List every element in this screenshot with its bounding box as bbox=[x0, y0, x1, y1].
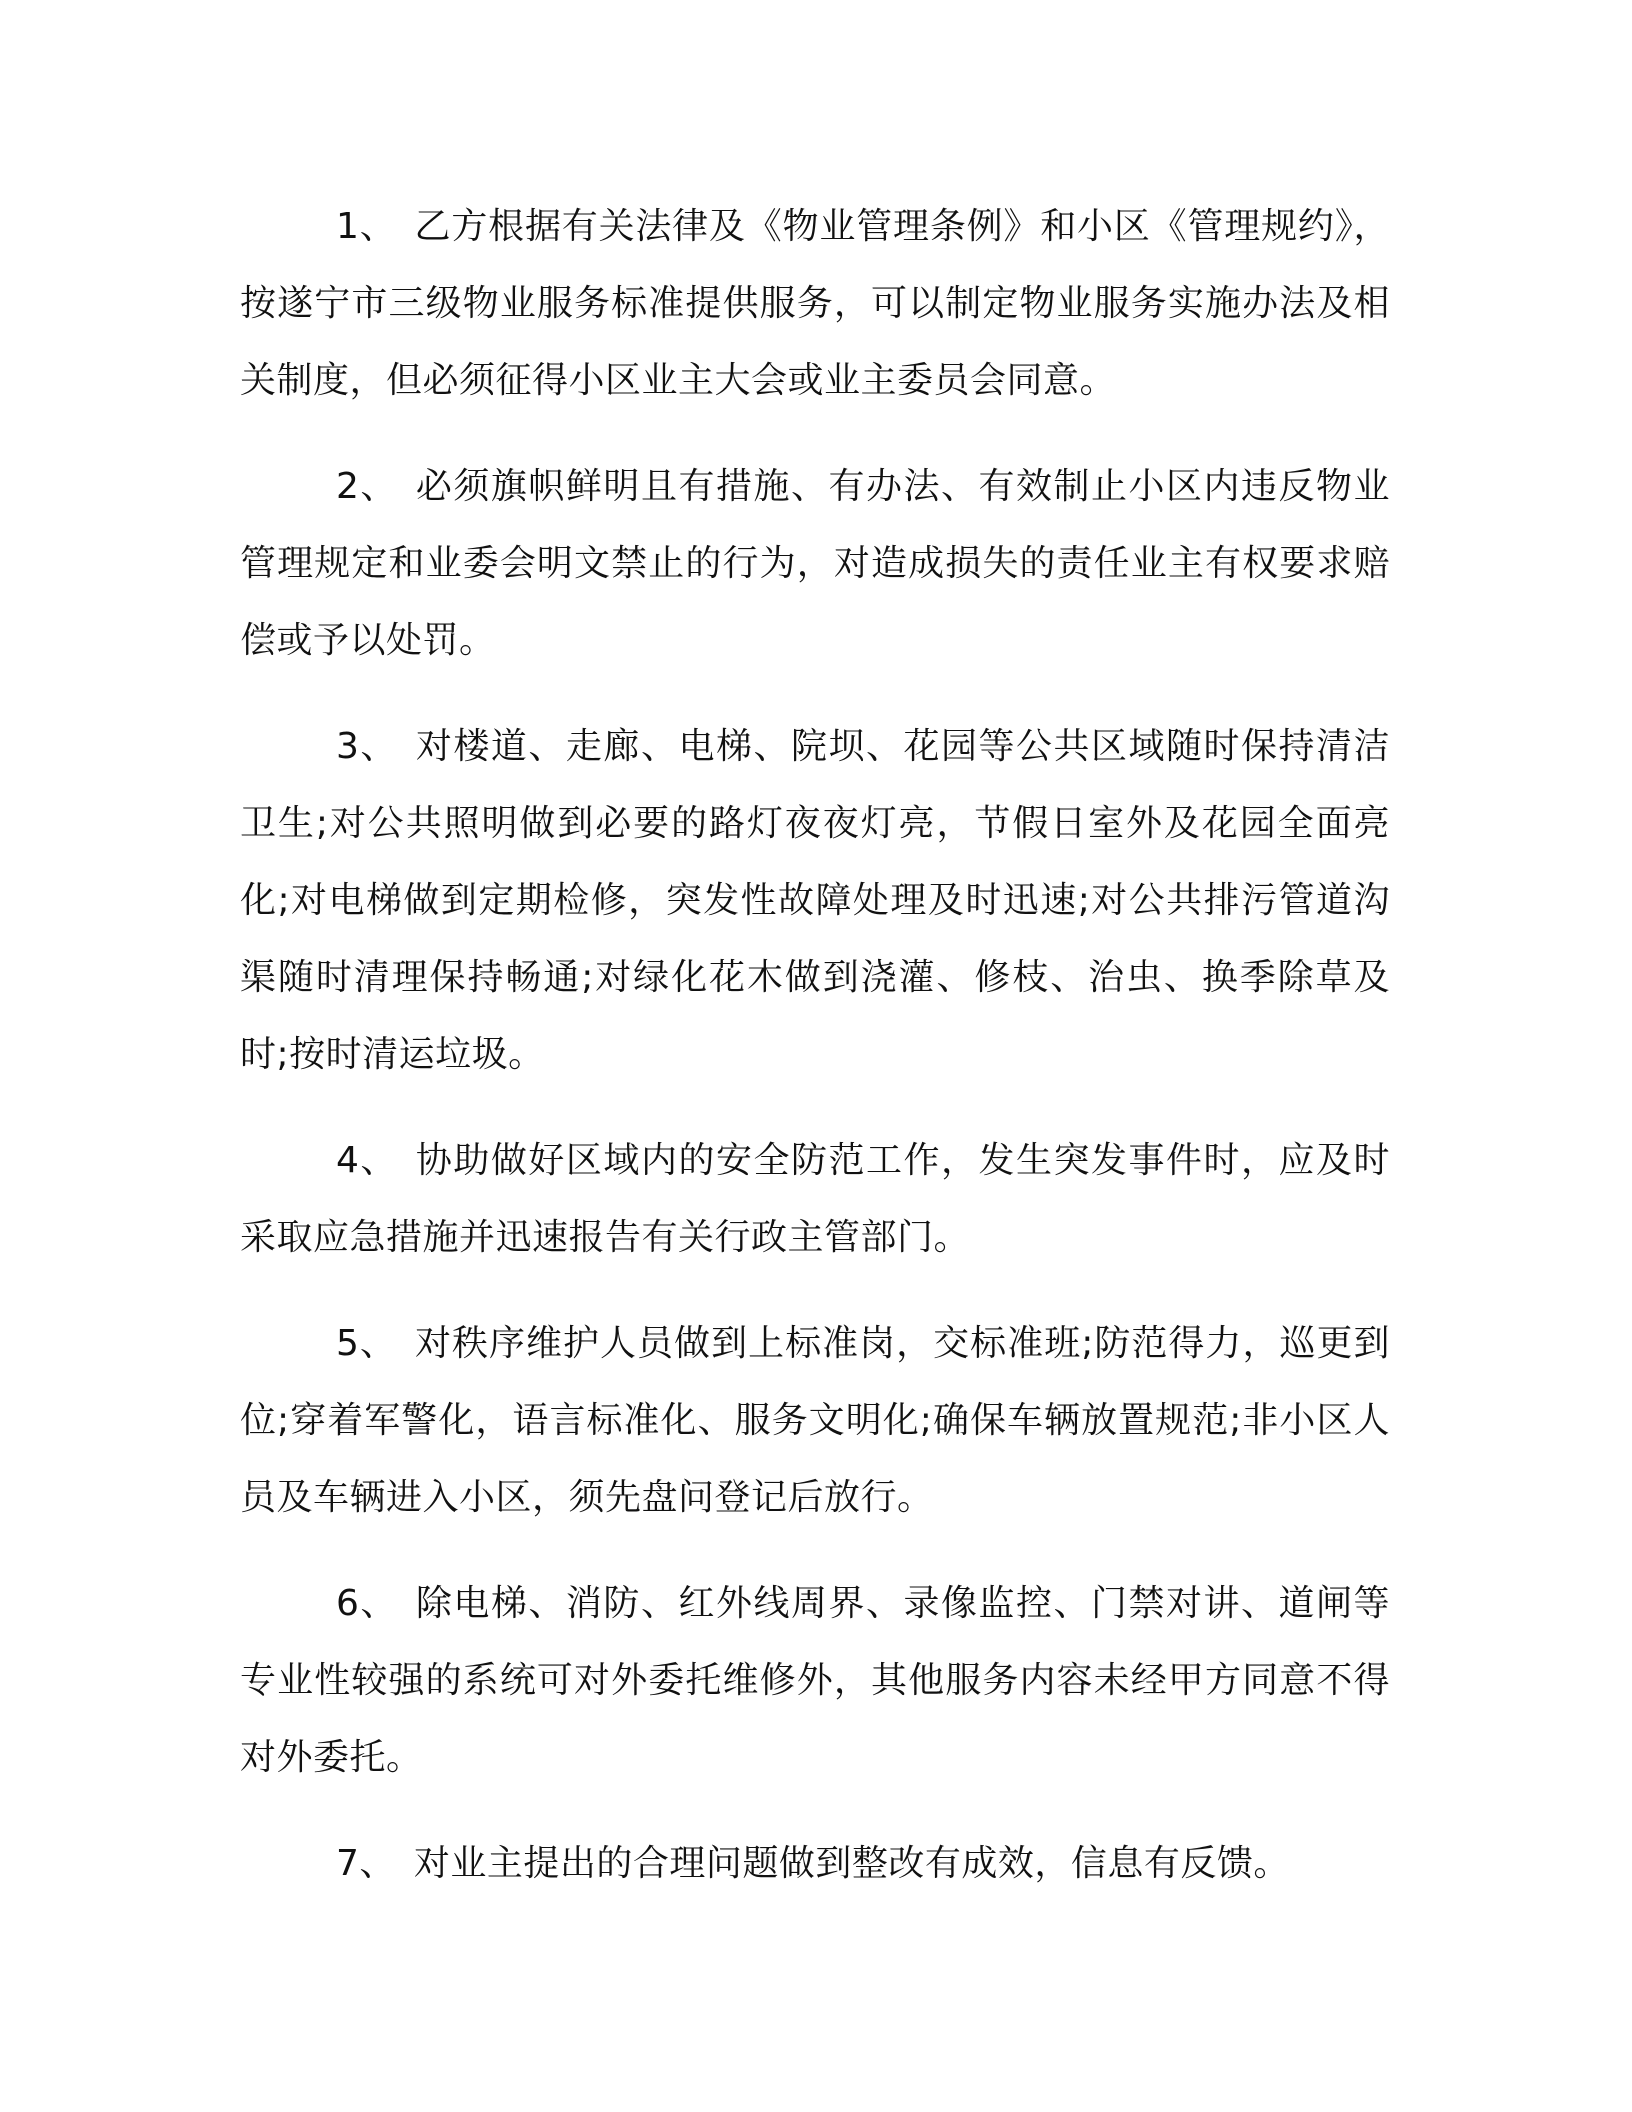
paragraph-text: 乙方根据有关法律及《物业管理条例》和小区《管理规约》，按遂宁市三级物业服务标准提供服务，可以制定物业服务实施办法及相关制度，但必须征得小区业主大会或业主委员会同意。 bbox=[240, 206, 1390, 401]
paragraph-number: 3、 bbox=[336, 726, 398, 767]
paragraph-text: 对楼道、走廊、电梯、院坝、花园等公共区域随时保持清洁卫生;对公共照明做到必要的路灯夜夜灯亮，节假日室外及花园全面亮化;对电梯做到定期检修，突发性故障处理及时迅速;对公共排污管道沟渠随时清理保持畅通;对绿化花木做到浇灌、修枝、治虫、换季除草及时;按时清运垃圾。 bbox=[240, 726, 1390, 1075]
paragraph-number: 4、 bbox=[336, 1140, 398, 1181]
paragraph-number: 5、 bbox=[336, 1323, 397, 1364]
paragraph-5 bbox=[240, 1305, 1390, 1536]
paragraph-number: 2、 bbox=[336, 466, 398, 507]
paragraph-2 bbox=[240, 448, 1390, 679]
paragraph-number: 6、 bbox=[336, 1583, 398, 1624]
paragraph-text: 必须旗帜鲜明且有措施、有办法、有效制止小区内违反物业管理规定和业委会明文禁止的行为，对造成损失的责任业主有权要求赔偿或予以处罚。 bbox=[240, 466, 1390, 661]
paragraph-text: 对业主提出的合理问题做到整改有成效，信息有反馈。 bbox=[413, 1843, 1290, 1884]
paragraph-7 bbox=[240, 1825, 1390, 1902]
paragraph-text: 除电梯、消防、红外线周界、录像监控、门禁对讲、道闸等专业性较强的系统可对外委托维修外，其他服务内容未经甲方同意不得对外委托。 bbox=[240, 1583, 1390, 1778]
document-body bbox=[240, 188, 1390, 1931]
paragraph-text: 协助做好区域内的安全防范工作，发生突发事件时，应及时采取应急措施并迅速报告有关行政主管部门。 bbox=[240, 1140, 1390, 1258]
paragraph-1 bbox=[240, 188, 1390, 419]
paragraph-number: 7、 bbox=[336, 1843, 396, 1884]
paragraph-3 bbox=[240, 708, 1390, 1093]
paragraph-number: 1、 bbox=[336, 206, 397, 247]
paragraph-text: 对秩序维护人员做到上标准岗，交标准班;防范得力，巡更到位;穿着军警化，语言标准化、服务文明化;确保车辆放置规范;非小区人员及车辆进入小区，须先盘问登记后放行。 bbox=[240, 1323, 1390, 1518]
paragraph-6 bbox=[240, 1565, 1390, 1796]
paragraph-4 bbox=[240, 1122, 1390, 1276]
